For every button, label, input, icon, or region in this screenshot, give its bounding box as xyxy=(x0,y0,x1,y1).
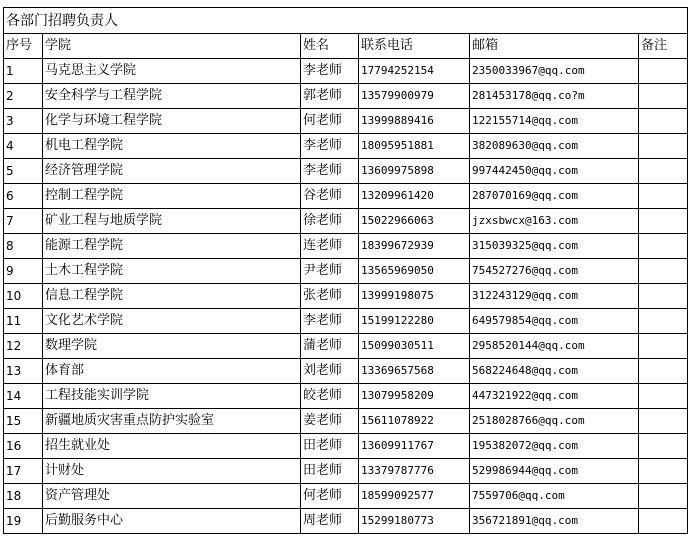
college-cell: 安全科学与工程学院 xyxy=(43,84,301,109)
table-title-row xyxy=(4,8,688,34)
table-row xyxy=(4,259,688,284)
table-row xyxy=(4,409,688,434)
name-cell: 徐老师 xyxy=(301,209,359,234)
college-cell: 资产管理处 xyxy=(43,484,301,509)
email-cell: 382089630@qq.com xyxy=(470,134,639,159)
college-cell: 马克思主义学院 xyxy=(43,59,301,84)
remarks-cell xyxy=(639,484,688,509)
remarks-cell xyxy=(639,159,688,184)
header-email: 邮箱 xyxy=(470,34,639,59)
seq-cell: 1 xyxy=(4,59,43,84)
header-college: 学院 xyxy=(43,34,301,59)
table-row xyxy=(4,59,688,84)
seq-cell: 18 xyxy=(4,484,43,509)
email-cell: 315039325@qq.com xyxy=(470,234,639,259)
seq-cell: 2 xyxy=(4,84,43,109)
name-cell: 郭老师 xyxy=(301,84,359,109)
remarks-cell xyxy=(639,359,688,384)
name-cell: 田老师 xyxy=(301,434,359,459)
remarks-cell xyxy=(639,284,688,309)
header-seq: 序号 xyxy=(4,34,43,59)
phone-cell: 13999889416 xyxy=(359,109,470,134)
seq-cell: 6 xyxy=(4,184,43,209)
table-row xyxy=(4,484,688,509)
name-cell: 李老师 xyxy=(301,59,359,84)
phone-cell: 15611078922 xyxy=(359,409,470,434)
remarks-cell xyxy=(639,409,688,434)
college-cell: 机电工程学院 xyxy=(43,134,301,159)
phone-cell: 15299180773 xyxy=(359,509,470,534)
table-row xyxy=(4,509,688,534)
seq-cell: 10 xyxy=(4,284,43,309)
phone-cell: 17794252154 xyxy=(359,59,470,84)
remarks-cell xyxy=(639,59,688,84)
table-row xyxy=(4,109,688,134)
college-cell: 新疆地质灾害重点防护实验室 xyxy=(43,409,301,434)
phone-cell: 18399672939 xyxy=(359,234,470,259)
college-cell: 计财处 xyxy=(43,459,301,484)
email-cell: 312243129@qq.com xyxy=(470,284,639,309)
name-cell: 周老师 xyxy=(301,509,359,534)
name-cell: 连老师 xyxy=(301,234,359,259)
seq-cell: 11 xyxy=(4,309,43,334)
phone-cell: 13609975898 xyxy=(359,159,470,184)
seq-cell: 9 xyxy=(4,259,43,284)
email-cell: 195382072@qq.com xyxy=(470,434,639,459)
email-cell: 2350033967@qq.com xyxy=(470,59,639,84)
header-phone: 联系电话 xyxy=(359,34,470,59)
college-cell: 能源工程学院 xyxy=(43,234,301,259)
email-cell: 568224648@qq.com xyxy=(470,359,639,384)
seq-cell: 7 xyxy=(4,209,43,234)
college-cell: 经济管理学院 xyxy=(43,159,301,184)
header-name: 姓名 xyxy=(301,34,359,59)
remarks-cell xyxy=(639,234,688,259)
table-row xyxy=(4,84,688,109)
table-row xyxy=(4,309,688,334)
table-row xyxy=(4,334,688,359)
remarks-cell xyxy=(639,459,688,484)
college-cell: 工程技能实训学院 xyxy=(43,384,301,409)
college-cell: 招生就业处 xyxy=(43,434,301,459)
seq-cell: 13 xyxy=(4,359,43,384)
remarks-cell xyxy=(639,309,688,334)
remarks-cell xyxy=(639,109,688,134)
name-cell: 姜老师 xyxy=(301,409,359,434)
remarks-cell xyxy=(639,84,688,109)
phone-cell: 15022966063 xyxy=(359,209,470,234)
seq-cell: 4 xyxy=(4,134,43,159)
email-cell: 2518028766@qq.com xyxy=(470,409,639,434)
seq-cell: 5 xyxy=(4,159,43,184)
college-cell: 文化艺术学院 xyxy=(43,309,301,334)
table-row xyxy=(4,384,688,409)
recruitment-contacts-table xyxy=(3,7,688,534)
table-header-row xyxy=(4,34,688,59)
seq-cell: 8 xyxy=(4,234,43,259)
phone-cell: 13609911767 xyxy=(359,434,470,459)
remarks-cell xyxy=(639,384,688,409)
remarks-cell xyxy=(639,509,688,534)
phone-cell: 15199122280 xyxy=(359,309,470,334)
college-cell: 信息工程学院 xyxy=(43,284,301,309)
seq-cell: 3 xyxy=(4,109,43,134)
college-cell: 后勤服务中心 xyxy=(43,509,301,534)
phone-cell: 13579900979 xyxy=(359,84,470,109)
name-cell: 皎老师 xyxy=(301,384,359,409)
college-cell: 体育部 xyxy=(43,359,301,384)
name-cell: 何老师 xyxy=(301,484,359,509)
name-cell: 蒲老师 xyxy=(301,334,359,359)
table-row xyxy=(4,209,688,234)
email-cell: 649579854@qq.com xyxy=(470,309,639,334)
seq-cell: 17 xyxy=(4,459,43,484)
name-cell: 李老师 xyxy=(301,134,359,159)
table-row xyxy=(4,459,688,484)
college-cell: 土木工程学院 xyxy=(43,259,301,284)
name-cell: 刘老师 xyxy=(301,359,359,384)
email-cell: 997442450@qq.com xyxy=(470,159,639,184)
email-cell: 2958520144@qq.com xyxy=(470,334,639,359)
phone-cell: 18095951881 xyxy=(359,134,470,159)
phone-cell: 18599092577 xyxy=(359,484,470,509)
remarks-cell xyxy=(639,134,688,159)
phone-cell: 15099030511 xyxy=(359,334,470,359)
table-row xyxy=(4,359,688,384)
table-row xyxy=(4,184,688,209)
staff-table-sheet xyxy=(3,7,687,534)
email-cell: jzxsbwcx@163.com xyxy=(470,209,639,234)
phone-cell: 13079958209 xyxy=(359,384,470,409)
phone-cell: 13209961420 xyxy=(359,184,470,209)
phone-cell: 13379787776 xyxy=(359,459,470,484)
seq-cell: 12 xyxy=(4,334,43,359)
phone-cell: 13999198075 xyxy=(359,284,470,309)
email-cell: 281453178@qq.co?m xyxy=(470,84,639,109)
name-cell: 李老师 xyxy=(301,309,359,334)
name-cell: 谷老师 xyxy=(301,184,359,209)
college-cell: 控制工程学院 xyxy=(43,184,301,209)
email-cell: 287070169@qq.com xyxy=(470,184,639,209)
name-cell: 李老师 xyxy=(301,159,359,184)
remarks-cell xyxy=(639,434,688,459)
table-row xyxy=(4,134,688,159)
name-cell: 何老师 xyxy=(301,109,359,134)
remarks-cell xyxy=(639,209,688,234)
college-cell: 矿业工程与地质学院 xyxy=(43,209,301,234)
name-cell: 尹老师 xyxy=(301,259,359,284)
seq-cell: 14 xyxy=(4,384,43,409)
email-cell: 754527276@qq.com xyxy=(470,259,639,284)
college-cell: 化学与环境工程学院 xyxy=(43,109,301,134)
seq-cell: 19 xyxy=(4,509,43,534)
email-cell: 122155714@qq.com xyxy=(470,109,639,134)
phone-cell: 13369657568 xyxy=(359,359,470,384)
email-cell: 7559706@qq.com xyxy=(470,484,639,509)
name-cell: 田老师 xyxy=(301,459,359,484)
table-row xyxy=(4,434,688,459)
name-cell: 张老师 xyxy=(301,284,359,309)
college-cell: 数理学院 xyxy=(43,334,301,359)
remarks-cell xyxy=(639,259,688,284)
table-row xyxy=(4,159,688,184)
remarks-cell xyxy=(639,184,688,209)
seq-cell: 16 xyxy=(4,434,43,459)
email-cell: 529986944@qq.com xyxy=(470,459,639,484)
table-row xyxy=(4,234,688,259)
remarks-cell xyxy=(639,334,688,359)
phone-cell: 13565969050 xyxy=(359,259,470,284)
header-remarks: 备注 xyxy=(639,34,688,59)
seq-cell: 15 xyxy=(4,409,43,434)
table-row xyxy=(4,284,688,309)
table-title: 各部门招聘负责人 xyxy=(4,8,688,34)
email-cell: 447321922@qq.com xyxy=(470,384,639,409)
email-cell: 356721891@qq.com xyxy=(470,509,639,534)
